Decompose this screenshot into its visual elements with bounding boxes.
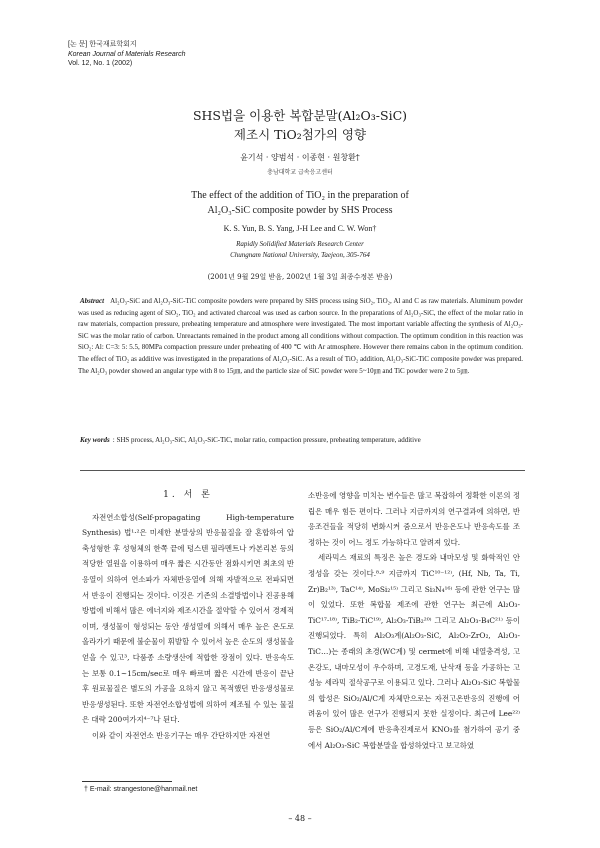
- abstract-text: Al₂O₃-SiC and Al₂O₃-SiC-TiC composite powders were prepared by SHS process using SiO₂, TiO₂, Al and C as raw materials. Aluminum powder was used as reducing agent of SiO₂, TiO₂ and activated charcoal was used as carbon source. In the preparations of Al₂O₃-SiC, the effect of the molar ratio in raw materials, compaction pressure, preheating temperature and atmosphere were investigated. The most important variable affecting the synthesis of Al₂O₃-SiC was the molar ratio of carbon. Unreactants remained in the product among all conditions without compaction. The optimum condition in this reaction was SiO₂: Al: C=3: 5: 5.5, 80MPa compaction pressure under preheating of 400 ℃ with Ar atmosphere. However there remains cabon in the optimum condition. The effect of TiO₂ as additive was investigated in the preparations of Al₂O₃-SiC. As a result of TiO₂ addition, Al₂O₃-SiC-TiC composite powder was prepared. The Al₂O₃ powder showed an angular type with 8 to 15㎛, and the particle size of SiC powder were 5~10㎛ and TiC powder were 2 to 5㎛.: [78, 297, 523, 375]
- section-heading-introduction: 1. 서 론: [163, 490, 213, 500]
- title-english-line2: Al₂O₃-SiC composite powder by SHS Process: [207, 205, 393, 216]
- footnote-email: † E-mail: strangestone@hanmail.net: [84, 786, 198, 793]
- keywords-divider: [80, 470, 525, 471]
- affiliation-english-line1: Rapidly Solidified Materials Research Center: [236, 240, 364, 248]
- intro-paragraph-2: 이와 같이 자전연소 반응기구는 매우 간단하지만 자전연: [92, 730, 271, 740]
- affiliation-english: [0, 239, 600, 261]
- body-column-left: [82, 488, 294, 744]
- journal-tag: [논 문] 한국재료학회지: [68, 41, 137, 48]
- title-english: [0, 188, 600, 218]
- intro-paragraph-2-continued: 소반응에 영향을 미치는 변수들은 많고 복잡하여 정확한 이론의 정립은 매우 힘든 편이다. 그러나 지금까지의 연구결과에 의하면, 반응조건들을 적당히 변화시켜 줌으로서 반응온도나 반응속도를 조정하는 것이 어느 정도 가능하다고 알려져 있다.: [308, 491, 520, 547]
- keywords: [80, 435, 525, 447]
- journal-name: Korean Journal of Materials Research: [68, 50, 186, 58]
- authors-korean: 윤기석 · 양범석 · 이종현 · 원창환†: [240, 153, 360, 162]
- abstract: [78, 296, 523, 377]
- title-korean-line1: SHS법을 이용한 복합분말(Al₂O₃-SiC): [192, 108, 408, 123]
- authors-english: K. S. Yun, B. S. Yang, J-H Lee and C. W. Won†: [223, 224, 377, 233]
- intro-paragraph-3: 세라믹스 재료의 특징은 높은 경도와 내마모성 및 화학적인 안정성을 갖는 것이다.⁸·⁹ 지금까지 TiC¹⁰⁻¹²⁾, (Hf, Nb, Ta, Ti, Zr)B₂¹³⁾, TaC¹⁴⁾, MoSi₂¹⁵⁾ 그리고 Si₃N₄¹⁶⁾ 등에 관한 연구는 많이 있었다. 또한 복합물 제조에 관한 연구는 최근에 Al₂O₃-TiC¹⁷·¹⁸⁾, TiB₂-TiC¹⁹⁾, Al₂O₃-TiB₂²⁰⁾ 그리고 Al₂O₃-B₄C²¹⁾ 등이 진행되었다. 특히 Al₂O₃계(Al₂O₃-SiC, Al₂O₃-ZrO₂, Al₂O₃-TiC…)는 종래의 초경(WC계) 및 cermet에 비해 내열충격성, 고온강도, 내마모성이 우수하며, 고경도재, 난삭재 등을 가공하는 고성능 세라믹 절삭공구로 이용되고 있다. 그러나 Al₂O₃-SiC 복합물의 합성은 SiO₂/Al/C계 자체만으로는 자전고온반응의 진행에 어려움이 있어 많은 연구가 진행되지 못한 실정이다. 최근에 Lee²²⁾ 등은 SiO₂/Al/C계에 반응촉진제로서 KNO₃를 첨가하여 공기 중에서 Al₂O₃-SiC 복합분말을 합성하였다고 보고하였: [308, 553, 520, 750]
- keywords-text: : SHS process, Al₂O₃-SiC, Al₂O₃-SiC-TiC, molar ratio, compaction pressure, preheating temperature, additive: [112, 436, 421, 444]
- journal-volume: Vol. 12, No. 1 (2002): [68, 60, 133, 67]
- footnote-divider: [82, 781, 172, 782]
- page-number: – 48 –: [288, 814, 312, 823]
- affiliation-english-line2: Chungnam National University, Taejeon, 305-764: [230, 251, 370, 259]
- received-dates: (2001년 9월 29일 받음, 2002년 1월 3일 최종수정본 받음): [207, 273, 393, 281]
- body-column-right: [308, 488, 520, 753]
- abstract-label: Abstract: [80, 297, 105, 305]
- journal-header: [68, 40, 186, 69]
- keywords-label: Key words: [80, 436, 110, 444]
- affiliation-korean: 충남대학교 급속응고센터: [267, 169, 333, 176]
- title-korean-line2: 제조시 TiO₂첨가의 영향: [233, 127, 367, 142]
- title-english-line1: The effect of the addition of TiO₂ in the preparation of: [191, 190, 409, 201]
- intro-paragraph-1: 자전연소합성(Self-propagating High-temperature Synthesis) 법¹·²은 미세한 분말상의 반응물질을 잘 혼합하여 압축성형한 후 성형체의 한쪽 끝에 텅스텐 필라멘트나 카본리본 등의 적당한 열원을 이용하여 매우 짧은 시간동안 점화시키면 최초의 반응열이 의하여 연소파가 자체반응열에 의해 자발적으로 전파되면서 반응이 진행되는 것이다. 이것은 기존의 소결방법이나 진공용해방법에 비해서 많은 에너지와 제조시간을 절약할 수 있어서 경제적이며, 생성물이 형성되는 동안 생성열에 의해서 매우 높은 온도로 올라가기 때문에 불순물이 휘발할 수 있어서 높은 순도의 생성물을 얻을 수 있고³, 다품종 소량생산에 적합한 장점이 있다. 반응속도는 보통 0.1~15cm/sec로 매우 빠르며 짧은 시간에 반응이 끝난 후 원료물질은 별도의 가공을 요하지 않고 목적했던 반응생성물로 반응생성된다. 또한 자전연소합성법에 의하여 제조될 수 있는 물질은 대략 200여가지⁴⁻⁷나 된다.: [82, 512, 294, 725]
- title-korean: [0, 106, 600, 144]
